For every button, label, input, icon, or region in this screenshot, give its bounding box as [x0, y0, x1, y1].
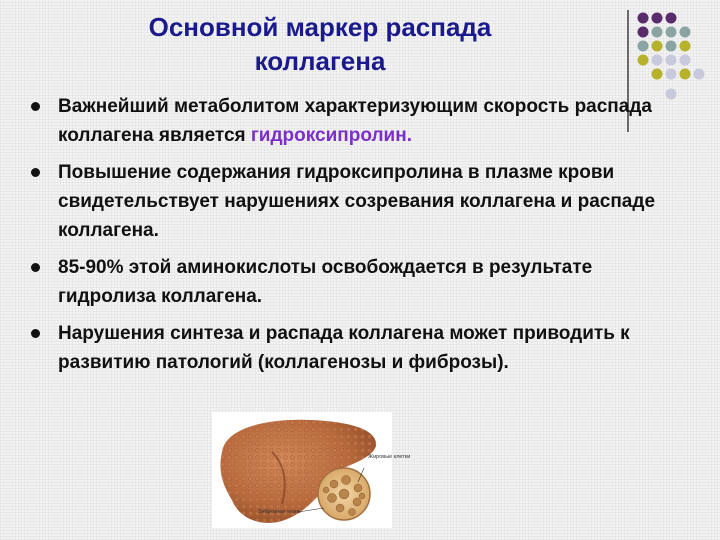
decor-dot — [694, 69, 705, 80]
bullet-highlight-term: гидроксипролин. — [250, 125, 412, 146]
bullet-item-2 — [28, 158, 690, 245]
decor-dot — [680, 55, 691, 66]
decor-dot — [652, 13, 663, 24]
decor-dot — [666, 69, 677, 80]
decor-dot — [652, 69, 663, 80]
decor-dot — [638, 41, 649, 52]
decor-dot — [680, 27, 691, 38]
bullet-dot-icon — [31, 168, 40, 177]
bullet-item-3 — [28, 253, 690, 311]
bullet-item-4 — [28, 319, 690, 377]
decor-dot — [638, 55, 649, 66]
decor-dot — [666, 41, 677, 52]
bullet-text-4: Нарушения синтеза и распада коллагена может приводить к развитию патологий (коллагенозы и фиброзы). — [58, 323, 630, 373]
decor-dot — [638, 13, 649, 24]
bullet-item-1 — [28, 92, 690, 150]
slide-title-line-1: Основной маркер распада — [148, 12, 492, 42]
decor-dot — [652, 27, 663, 38]
decor-dot — [680, 41, 691, 52]
figure-label-fibrous: Зиброзная ткань — [258, 509, 301, 515]
bullet-text-2: Повышение содержания гидроксипролина в плазме крови свидетельствует нарушениях созревания коллагена и распаде коллагена. — [58, 162, 656, 241]
decor-dot — [666, 27, 677, 38]
slide-title — [40, 10, 600, 78]
bullet-text-1: Важнейший метаболитом характеризующим скорость распада коллагена является — [58, 96, 652, 146]
decor-dot — [638, 27, 649, 38]
bullet-dot-icon — [31, 329, 40, 338]
liver-illustration — [212, 412, 411, 528]
decor-dot — [652, 55, 663, 66]
decor-dot — [666, 55, 677, 66]
bullet-list — [28, 92, 690, 385]
decor-dot — [666, 13, 677, 24]
bullet-dot-icon — [31, 102, 40, 111]
liver-image — [212, 412, 411, 528]
decor-dot — [680, 69, 691, 80]
decor-dot — [652, 41, 663, 52]
figure-label-fat-cells: Жировые клетки — [368, 454, 411, 460]
slide-title-line-2: коллагена — [254, 46, 386, 76]
bullet-dot-icon — [31, 263, 40, 272]
bullet-text-3: 85-90% этой аминокислоты освобождается в результате гидролиза коллагена. — [58, 257, 593, 307]
